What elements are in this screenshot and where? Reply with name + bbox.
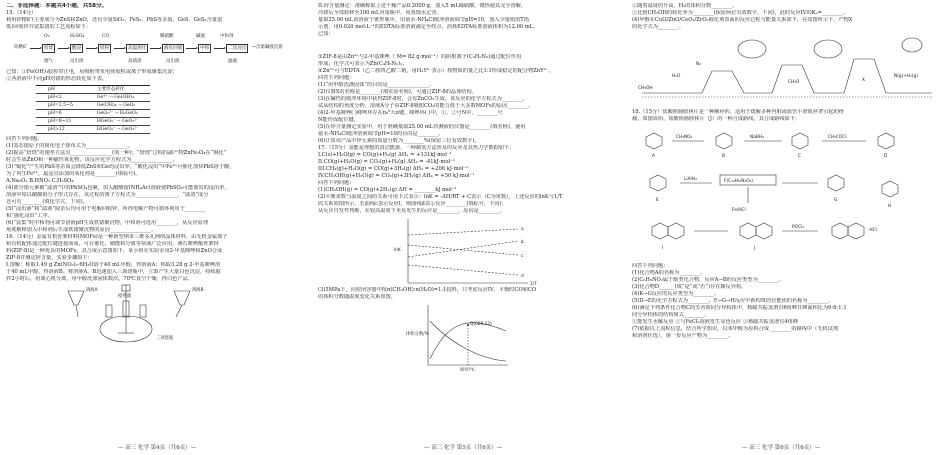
table-cell: pH=2.5~5 [36,102,85,110]
text-line: 试从结构的角度分析，溶液A分子由ZIF-8吸附CO₂的能力低于大多数MOFs的原因________。 [318,103,534,109]
text-line: (6)计算该产品中锌元素的质量分数为________%(保留三位有效数字)。 [318,138,480,144]
question-line: (7)依据以上流程信息，结合所学知识，以苯甲醇为原料合成 ________的路线中（无机试剂 [632,326,839,332]
curve-label: b [521,240,524,245]
catalyst-mechanism-diagram [632,31,944,109]
compound-label: G [834,198,838,203]
section-header: 二、非选择题：本题共4小题，共58分。 [6,3,108,9]
ph-table [36,85,150,134]
q16-line: 16.（14分）金属有机骨架材料(MOFs)是一种新型纳米三维多孔网络晶体材料，由无机金属离子 [6,234,228,240]
table-header-cell: pH [36,86,85,94]
q16-line: I.溶解：称取1.49 g Zn(NO₃)₂·6H₂O溶于40 mL甲醇，得溶液A；称取3.28 g 2-甲基咪唑溶 [6,262,221,268]
table-cell: pH=6 [36,110,85,118]
flow-start-label: 锌精矿 [14,45,28,50]
three-neck-flask-apparatus [6,283,306,345]
text-line: 氨水-NH₄Cl缓冲溶液调节pH=10的目的是________。 [318,131,444,137]
curve-label: a [521,227,524,232]
q18-line: 痛。如图该组、盐酸阻肠胺林片（J）的一种合成路线，其合成路线如下： [632,116,801,122]
compound-label: F(C₁₄H₂₂N₂O₃) [724,179,753,184]
text-line: II.锌含量测定：准确称取上述干燥产品0.2000 g，加入5 mL稀硝酸，微热使其完全溶解， [318,3,527,9]
text-line: II.CO(g)+H₂O(g) = CO₂(g)+H₂(g) ΔH₂ = -41kJ·mol⁻¹ [318,159,455,165]
text-line: 回答下列问题： [318,180,355,186]
text-line: I.C(s)+H₂O(g) = CO(g)+H₂(g) ΔH₁ = +131kJ·mol⁻¹ [318,152,452,158]
compound-label: J [754,246,756,251]
apparatus-label: 溶液B [192,288,204,293]
flow-top-label: 稀硫酸 [160,34,174,39]
text-line: (2)平衡常数与温度之间的关系可用下式表示：lnK = -ΔH/RT + C表示（C为常数），上述反应的lnK与1/T [318,194,563,200]
question-line: (1)基态锗原子的简化电子排布式为________________。 [6,143,133,149]
flow-box: 液化回收 [164,46,183,51]
text-line: IV.CH₃OH(g)+H₂O(g) = CO₂(g)+3H₂(g) ΔH₄ = +50 kJ·mol⁻¹ [318,173,475,179]
table-row [36,94,150,102]
text-line: 的关系如图所示，若曲线c表示反应I，则曲线d表示反应________(填标号，下同)； [318,201,507,207]
question-line: 还可有________(填化学式，下同)。 [6,199,88,205]
mech-label: CH₂O [788,80,800,85]
x-axis-label: 1/T [530,282,537,287]
page-6-column [632,3,944,340]
text-line: 已知： [318,31,334,37]
mech-label: X [862,78,865,83]
flow-bottom-label: 滤液 [228,59,237,64]
mech-label: CH₃OH [638,86,653,91]
flow-top-label: CO [102,34,110,39]
question-line: (4)部分锗元素被“滤渣”中的PbSO₄包裹，加入醋酸铵(NH₄Ac)溶液使PbSO₄可能离出的浸出率， [6,185,230,191]
compound-label: B [722,154,725,159]
text-line: 的体积分数随温度变化关系如图。 [318,294,396,300]
apparatus-label: 三颈烧瓶 [156,336,174,341]
flow-box: 二次浸出 [228,46,247,51]
reagent-label: CH₃COCl [828,135,847,140]
question-line: (5)D→E的化学方程式为________，F→G→H反应中新构筑的官能团的名称为________。 [632,298,834,304]
text-line: (1)CH₃OH(g) = CO(g)+2H₂(g) ΔH = ________kJ·mol⁻¹ [318,187,457,193]
q15-intro-line: 利用锌精矿(主要成分为ZnS和ZnO，还有少量SiO₂、FeS₂、PbS等杂质，GeS、GeS₂含量很 [6,17,223,23]
mech-label: N(g)+H₂(g) [894,74,918,79]
text-line: (3)在碱性的缓冲环境中获得ZIF-8时，会有ZnCO₃生成，该反应的化学方程式为________， [318,96,528,102]
flow-box: 高温熔化 [128,46,147,51]
text-line: ②Zn²⁺可与EDTA（乙二胺四乙酸二钠，用H₂Y²⁻表示）按物质的量之比1:1形成稳定的配合物ZnY²⁻。 [318,68,554,74]
compound-label: E [656,198,659,203]
mechanism-svg [632,31,944,109]
question-line: A.Na₂O₂ B.HNO₃ C.H₂SO₄ [6,178,74,184]
text-line: (4)甲醇在CuO/ZnO/CeO₂/ZrO₂催化剂表面的反应过程与能量关系如下，在如图所示下，产物X [632,17,853,23]
lnk-graph-svg [318,215,618,287]
text-line: ①ZIF-8是由Zn²⁺与2-甲基咪唑（ M= 82 g·mol⁻¹）的阴根离子(C₄H₅N₂)通过配位作用 [318,54,522,60]
text-line: 回答下列问题： [318,75,355,81]
y-axis-label: lnK [394,248,401,253]
apparatus-diagram [6,283,306,345]
table-cell: GeO₃²⁻ → H₂GeO₃ [85,110,150,118]
flow-box: 铁粉 [100,46,110,51]
text-line: N能形成配位键。 [318,117,359,123]
question-line: (2)C₆H₅NO₂属于酚类化合物，反应A→B的反应类型为________。 [632,277,784,283]
known-line: ②各溶液中不同pH对锗的形态转化如下表。 [6,76,108,82]
text-line: (3)5MPa下，向密闭容器中按n(CH₃OH):n(H₂O)=1:1投料，只考虑反应IV，平衡时CO和CO [318,287,537,293]
page-4-column [6,3,306,345]
flow-end-label: →含锗碱液沉锗 [252,45,283,50]
table-row [36,102,150,110]
text-line: (4)2-甲基咪唑( )咪唑环存在π₅⁶大π键，咪唑环( )中，①、②号N中，________号 [318,110,503,116]
text-line: 冷却后全部转移至100 mL容量瓶中，用蒸馏水定容。 [318,10,442,16]
question-line: ①能发生水解反应 ②与FeCl₃溶液发生显色反应 ③核磁共振氢谱有4组峰 [632,319,798,325]
flow-top-label: O₂ [44,34,50,39]
text-line: ②比值CH₃OH的转化率为________(保留两位有效数字，下同)，此时反应IV的Kₚ=________。 [632,10,848,16]
q16-line: 拌2小时后，用离心机分离，用甲醇洗涤固体数次，70℃真空干燥，得白色产品。 [6,276,193,282]
flow-top-label: H₂SO₄ [70,34,85,39]
question-line: (5)“浸出液”和“滤液”除杂后均可用于电解回收锌，所得电解产物可循环利用于________ [6,206,206,212]
curve-label: c [521,254,524,259]
text-line: 17.（15分）氢能是理想的清洁能源，一种制氢方法涉及的反应及其热力学数据如下： [318,145,515,151]
process-flowchart [6,33,306,67]
synthesis-route-diagram [632,123,944,263]
question-line: 回答下列问题： [6,136,43,142]
text-line: (2)仪器X的名称是________(填实验名称)，可通过ZIF-8的晶体结构。 [318,89,477,95]
question-line: (2)提高“焙烧”的速率方法有________________(填一种)；“焙烧”过程的副产物ZnFe₂O₄在“铜化” [6,150,227,156]
flow-top-label: 碱液 [196,34,205,39]
apparatus-label: 搅拌器 [118,294,131,299]
known-line: 已知：①Fe(OH)₃胶粒带正电，易吸附带负电荷胶粒或离子形成聚集沉淀； [6,69,178,75]
text-line: 示剂，用0.020 mol·L⁻¹的EDTA标准溶液滴定至终点，消耗EDTA标准溶液体积为12.00 mL。 [318,24,539,30]
apparatus-label: 溶液A [86,288,98,293]
flow-bottom-label: 烟气 [44,59,53,64]
curve-label: d [521,274,524,279]
y-axis-label: 体积分数/% [406,332,429,337]
q18-line: 18.（15分）盐酸阻肠胺林片是一种解痉药，适用于缓解多种内脏或血管平滑肌痉挛引起的疼 [632,109,844,115]
volume-graph-svg [318,301,618,371]
flow-box: 中和 [200,46,210,51]
text-line: 的化学式为________。 [632,24,684,30]
page-5-column [318,3,618,371]
reagent-label: NaBH₄ [750,135,764,140]
q16-line: 于40 mL甲醇，得溶液B。将溶液A、B迅速加入三颈烧瓶中，立即产生大量白色沉淀，持续搅 [6,269,221,275]
volume-fraction-graph [318,301,618,371]
q15-intro-line: 15.（14分） [6,10,37,16]
question-line: 回答下列问题： [632,263,669,269]
question-line: (1)化合物A的名称为________。 [632,270,706,276]
q16-line: 和有机配体通过配位键连接而成，可在催化、储能和分离等领域广泛应用。沸石咪唑酯骨架材 [6,241,219,247]
question-line: (6)满足下列条件化合物C的芳香族同分异构体中，核磁共振氢谱有6组峰且峰面积比为6:6:1:1 [632,305,847,311]
flow-box: 焙烧 [44,46,54,51]
table-header-cell: 主要形态转化 [85,86,150,94]
reagent-label: CH₃NO₂ [676,135,693,140]
question-line: 溶液中铅以醋酸铅分子形式存在，该过程的离子方程式为________________，“滤渣”成分 [6,192,209,198]
lnk-vs-inverse-t-graph [318,215,618,287]
flow-top-label: 中和剂 [220,34,234,39]
text-line: (5)在锌含量测定实验中，用于准确量取25.00 mL待测液的仪器是________(填名称)，使用 [318,124,526,130]
compound-label: D [884,154,888,159]
table-row [36,126,150,134]
flow-bottom-label: 高锗渣 [128,59,142,64]
text-line: ①随着温度的升高，H₂的体积分数________。 [632,3,738,9]
compound-label: A [652,154,655,159]
compound-label: I [662,246,664,251]
page-footer: — 高三 化学 第5页（共6页）— [424,445,503,451]
question-line: (4)K→G反应的反应类型为________。 [632,291,720,297]
question-line: 角度解释加入中和剂后生成铁锗聚沉物的原因________________。 [6,227,157,233]
table-cell: Ge⁴⁺ → Ge(OH)₄ [85,94,150,102]
text-line: (1)“用甲醇洗涤固体”的目的是________________。 [318,82,435,88]
question-line: (3)“铜化”产生的PbS等杂质会降低ZnS和Ge的浸出率，“酸化浸出”中Fe³⁺可催化加快PbS溶于酸， [6,164,235,170]
table-cell: Ge(OH)₄ → GeO₂ [85,102,150,110]
reagent-label: Fe/HCl [732,208,746,213]
question-line: 和溶剂任选），第一步反应产物为________。 [632,333,734,339]
question-line: 和“强化浸出”工序。 [6,213,53,219]
point-label: Q(600,12) [470,322,492,327]
flow-bottom-label: 浸出液 [166,59,180,64]
text-line: III.CH₄(g)+H₂O(g) = CO(g)+3H₂(g) ΔH₃ = +206 kJ·mol⁻¹ [318,166,469,172]
flow-bottom-label: 浸出渣 [70,59,84,64]
page-footer: — 高三 化学 第6页（共6页）— [742,445,821,451]
table-cell: pH=8~11 [36,118,85,126]
page-footer: — 高三 化学 第4页（共6页）— [118,445,197,451]
table-header-row [36,86,150,94]
table-cell: pH<2 [36,94,85,102]
question-line: 同分异构体的结构简式________。 [632,312,710,318]
table-row [36,118,150,126]
compound-label: H [888,204,892,209]
q16-line: ZIF-8并测定锌含量，实验步骤如下： [6,255,93,261]
zif8-structure-figure [318,38,618,54]
question-line: (3)化合物D______(填“是”或“否”)存在顺反异构。 [632,284,747,290]
text-line: 从反应自发性判断，在较高温度下更易发生的反应是________，原因是________。 [318,208,505,214]
flow-box: 酸浸 [72,46,82,51]
question-line: (6)“富集”时中和剂可调节溶液pH生成铁锗聚沉物，中和剂可选用________，从反应原理 [6,220,209,226]
q16-line: 料(ZIF-8)是一种优良的MOFs，其合成示意图如下，某小组在实验室用2-甲基咪唑和ZnO合成 [6,248,223,254]
table-row [36,110,150,118]
compound-label: ·HCl [868,228,877,233]
q15-intro-line: 低)回收锌并富集锗的工艺流程如下： [6,24,92,30]
reagent-label: POCl₃ [792,225,804,230]
table-cell: pH>12 [36,126,85,134]
compound-label: C [798,154,802,159]
question-line: 为了再生Fe³⁺，最适宜添加的氧化剂是________(填标号)。 [6,171,141,177]
table-cell: HGeO₃⁻ → GeO₃²⁻ [85,118,150,126]
mech-label: H₂O [672,74,681,79]
text-line: 形成，化学式可表示为Zn(C₄H₅N₂)₂； [318,61,408,67]
x-axis-label: 温度/℃ [460,368,475,371]
mech-label: N₂ [696,62,701,67]
reagent-label: LiAlH₄ [684,177,697,182]
table-cell: HGeO₃⁻ → GeO₃²⁻ [85,126,150,134]
text-line: 量取25.00 mL该溶液于锥形瓶中，用氨水-NH₄Cl缓冲溶液调节pH=10，加入少量铬黑T指 [318,17,529,23]
synthesis-svg [632,123,944,263]
question-line: 时会生成ZnO和一种磁性氧化物，该反应化学方程式为________________。 [6,157,179,163]
